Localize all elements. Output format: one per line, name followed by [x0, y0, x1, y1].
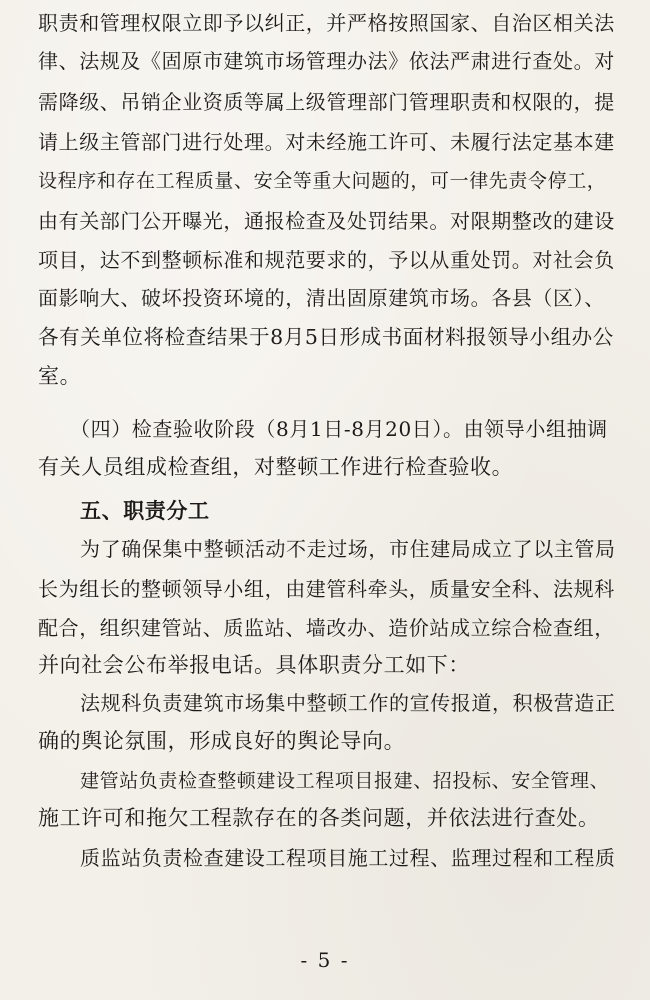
- text-line: 需降级、吊销企业资质等属上级管理部门管理职责和权限的，提: [38, 90, 615, 114]
- text-line: 请上级主管部门进行处理。对未经施工许可、未履行法定基本建: [38, 130, 615, 154]
- text-line: 职责和管理权限立即予以纠正，并严格按照国家、自治区相关法: [38, 11, 615, 35]
- text-line: 室。: [38, 364, 82, 388]
- text-line: 配合，组织建管站、质监站、墙改办、造价站成立综合检查组，: [38, 616, 615, 640]
- text-line: 建管站负责检查整顿建设工程项目报建、招投标、安全管理、: [80, 770, 610, 792]
- text-line: 并向社会公布举报电话。具体职责分工如下：: [38, 653, 470, 677]
- text-line: 长为组长的整顿领导小组，由建管科牵头，质量安全科、法规科: [38, 577, 615, 601]
- section-heading: 五、职责分工: [80, 498, 210, 523]
- text-line: 项目，达不到整顿标准和规范要求的，予以从重处罚。对社会负: [38, 248, 615, 272]
- text-line: 面影响大、破坏投资环境的，清出固原建筑市场。各县（区）、: [38, 286, 605, 310]
- text-line: 设程序和存在工程质量、安全等重大问题的，可一律先责令停工，: [38, 170, 607, 192]
- text-line: 律、法规及《固原市建筑市场管理办法》依法严肃进行查处。对: [38, 49, 615, 73]
- text-line: 质监站负责检查建设工程项目施工过程、监理过程和工程质: [80, 846, 616, 870]
- text-line: 各有关单位将检查结果于8月5日形成书面材料报领导小组办公: [38, 325, 614, 349]
- text-line: 确的舆论氛围，形成良好的舆论导向。: [38, 729, 406, 753]
- text-line: 有关人员组成检查组，对整顿工作进行检查验收。: [38, 455, 514, 479]
- text-line: 施工许可和拖欠工程款存在的各类问题，并依法进行查处。: [38, 806, 600, 830]
- page-number: - 5 -: [300, 948, 350, 972]
- text-line: （四）检查验收阶段（8月1日-8月20日）。由领导小组抽调: [70, 417, 608, 441]
- text-line: 为了确保集中整顿活动不走过场，市住建局成立了以主管局: [80, 537, 616, 561]
- text-line: 法规科负责建筑市场集中整顿工作的宣传报道，积极营造正: [80, 691, 616, 715]
- text-line: 由有关部门公开曝光，通报检查及处罚结果。对限期整改的建设: [38, 209, 615, 233]
